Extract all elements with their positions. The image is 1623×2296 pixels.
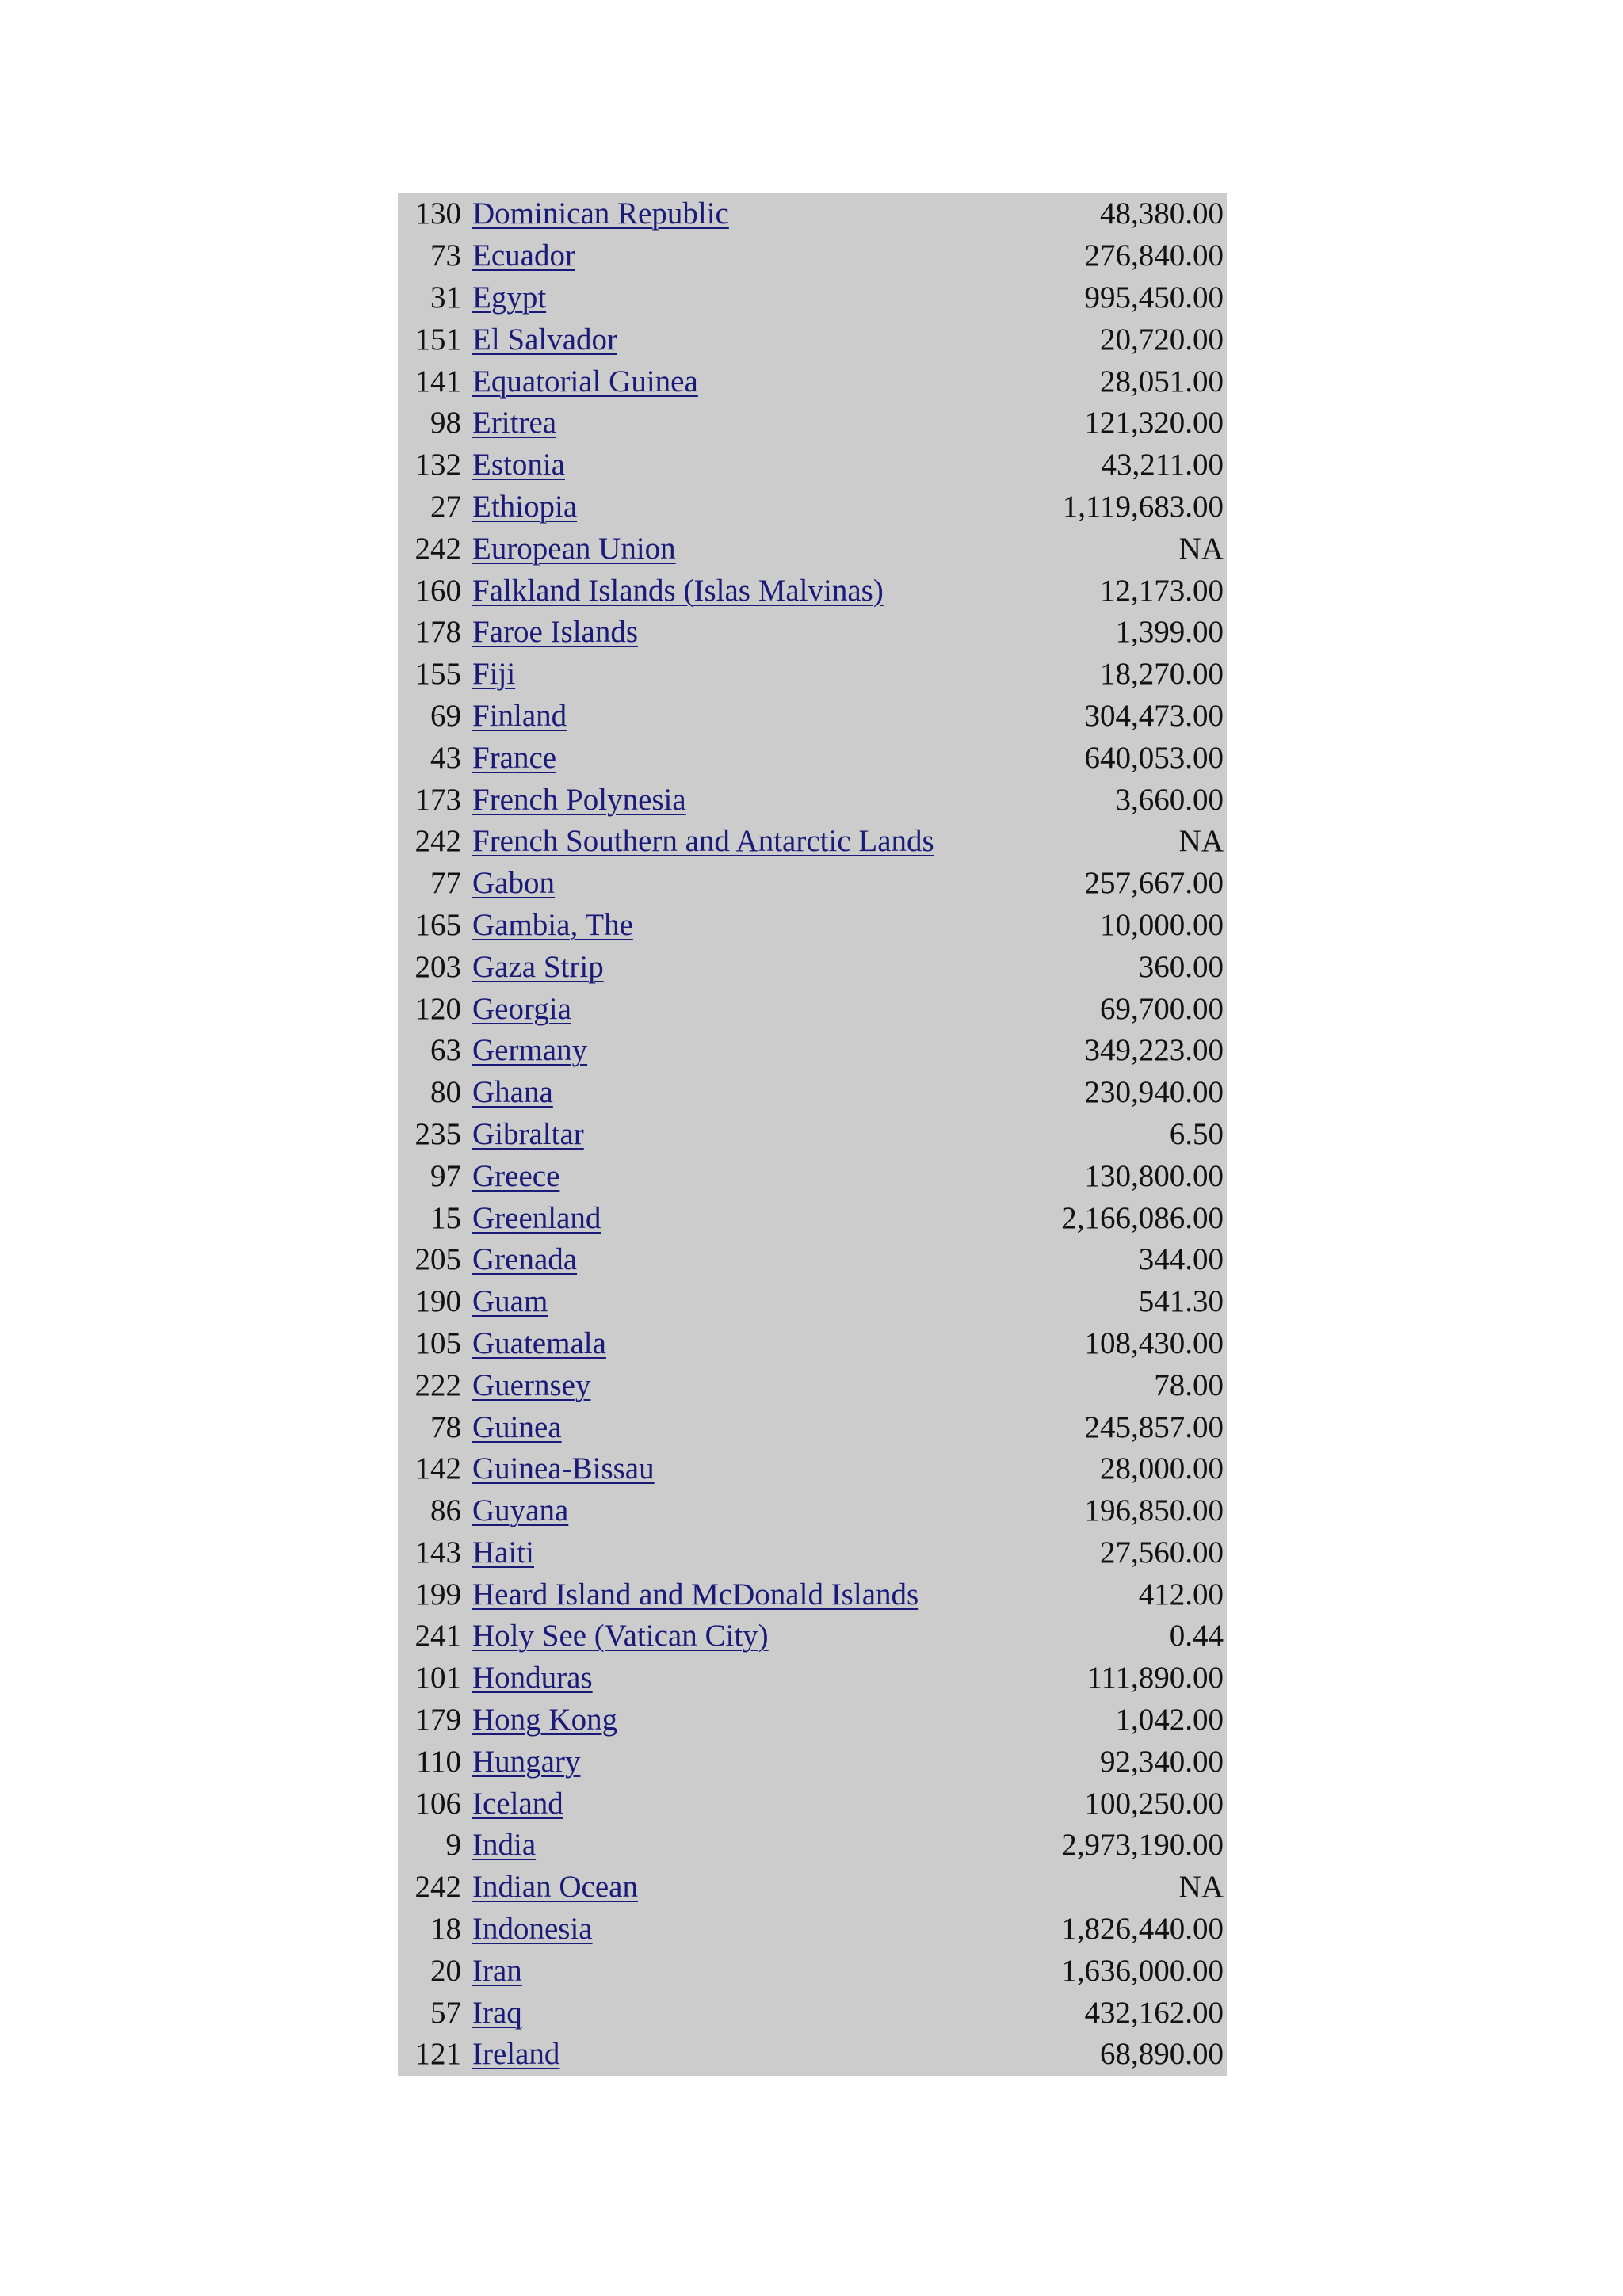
area-cell: 304,473.00: [1084, 698, 1224, 733]
area-cell: 2,973,190.00: [1061, 1828, 1224, 1863]
rank-cell: 97: [430, 1158, 461, 1193]
area-cell: 1,119,683.00: [1062, 489, 1224, 524]
table-row: [398, 193, 1227, 235]
country-link[interactable]: Guam: [472, 1284, 548, 1319]
table-row: [398, 737, 1227, 779]
area-cell: 111,890.00: [1086, 1661, 1224, 1695]
country-link[interactable]: Eritrea: [472, 406, 557, 441]
country-cell: [472, 2034, 1028, 2076]
area-cell: 412.00: [1138, 1577, 1224, 1611]
table-row: [398, 444, 1227, 486]
area-cell: 360.00: [1138, 949, 1224, 984]
country-cell: [472, 821, 1028, 863]
area-cell: 130,800.00: [1084, 1158, 1224, 1193]
table-row: [398, 696, 1227, 738]
table-body: [398, 193, 1227, 2076]
table-row: [398, 863, 1227, 905]
table-row: [398, 277, 1227, 319]
table-row: [398, 1909, 1227, 1951]
area-cell: NA: [1178, 531, 1224, 566]
country-link[interactable]: Dominican Republic: [472, 196, 729, 231]
rank-cell: 151: [414, 322, 461, 357]
country-cell: [472, 1950, 1028, 1992]
country-cell: [472, 1364, 1028, 1406]
country-cell: [472, 988, 1028, 1030]
rank-cell: 241: [414, 1619, 461, 1653]
area-cell: 541.30: [1138, 1284, 1224, 1319]
table-row: [398, 2034, 1227, 2076]
country-link[interactable]: Grenada: [472, 1242, 578, 1277]
area-cell: 12,173.00: [1100, 573, 1224, 608]
rank-cell: 80: [430, 1075, 461, 1110]
table-row: [398, 235, 1227, 277]
table-row: [398, 1615, 1227, 1657]
table-row: [398, 360, 1227, 402]
country-link[interactable]: India: [472, 1828, 537, 1863]
table-row: [398, 402, 1227, 444]
rank-cell: 132: [414, 448, 461, 482]
country-cell: [472, 1239, 1028, 1281]
area-cell: 1,042.00: [1115, 1703, 1224, 1737]
country-link[interactable]: Guinea: [472, 1409, 562, 1444]
rank-cell: 120: [414, 991, 461, 1026]
rank-cell: 205: [414, 1242, 461, 1277]
table-row: [398, 1783, 1227, 1825]
rank-cell: 199: [414, 1577, 461, 1611]
country-cell: [472, 1197, 1028, 1239]
rank-cell: 222: [414, 1367, 461, 1402]
country-cell: [472, 1909, 1028, 1951]
country-cell: [472, 570, 1028, 612]
rank-cell: 43: [430, 740, 461, 775]
table-row: [398, 1406, 1227, 1448]
table-row: [398, 1532, 1227, 1574]
rank-cell: 142: [414, 1451, 461, 1486]
country-cell: [472, 1657, 1028, 1699]
country-link[interactable]: European Union: [472, 531, 676, 566]
country-cell: [472, 1825, 1028, 1867]
area-cell: NA: [1178, 824, 1224, 859]
country-link[interactable]: Guatemala: [472, 1325, 606, 1360]
country-cell: [472, 1992, 1028, 2034]
country-link[interactable]: Gibraltar: [472, 1116, 584, 1151]
rank-cell: 57: [430, 1995, 461, 2030]
table-row: [398, 1072, 1227, 1114]
rank-cell: 173: [414, 782, 461, 817]
country-link[interactable]: Georgia: [472, 991, 571, 1026]
country-link[interactable]: Egypt: [472, 280, 547, 315]
area-cell: 68,890.00: [1100, 2037, 1224, 2072]
area-cell: 27,560.00: [1100, 1535, 1224, 1569]
area-cell: 1,636,000.00: [1061, 1953, 1224, 1988]
country-cell: [472, 612, 1028, 654]
country-cell: [472, 1741, 1028, 1783]
country-link[interactable]: Estonia: [472, 448, 565, 482]
rank-cell: 73: [430, 238, 461, 273]
country-link[interactable]: Indonesia: [472, 1912, 593, 1947]
rank-cell: 63: [430, 1033, 461, 1068]
area-cell: 230,940.00: [1084, 1075, 1224, 1110]
area-cell: 640,053.00: [1084, 740, 1224, 775]
country-cell: [472, 1030, 1028, 1072]
country-cell: [472, 1573, 1028, 1615]
table-row: [398, 779, 1227, 821]
country-cell: [472, 1448, 1028, 1490]
country-cell: [472, 444, 1028, 486]
area-cell: 196,850.00: [1084, 1493, 1224, 1528]
country-link[interactable]: Ecuador: [472, 238, 575, 273]
country-link[interactable]: Greenland: [472, 1200, 601, 1235]
rank-cell: 242: [414, 531, 461, 566]
area-cell: 432,162.00: [1084, 1995, 1224, 2030]
country-link[interactable]: Ethiopia: [472, 489, 578, 524]
country-cell: [472, 277, 1028, 319]
area-cell: 48,380.00: [1100, 196, 1224, 231]
area-cell: NA: [1178, 1870, 1224, 1905]
country-link[interactable]: Ghana: [472, 1075, 553, 1110]
area-cell: 10,000.00: [1100, 907, 1224, 942]
table-row: [398, 1448, 1227, 1490]
country-cell: [472, 528, 1028, 570]
rank-cell: 121: [414, 2037, 461, 2072]
area-cell: 0.44: [1169, 1619, 1224, 1653]
country-link[interactable]: Falkland Islands (Islas Malvinas): [472, 573, 884, 608]
table-row: [398, 988, 1227, 1030]
country-cell: [472, 1323, 1028, 1365]
table-row: [398, 1867, 1227, 1909]
area-cell: 121,320.00: [1084, 406, 1224, 441]
table-row: [398, 1741, 1227, 1783]
table-row: [398, 654, 1227, 696]
table-row: [398, 905, 1227, 947]
area-cell: 78.00: [1154, 1367, 1224, 1402]
rank-cell: 101: [414, 1661, 461, 1695]
rank-cell: 235: [414, 1116, 461, 1151]
rank-cell: 9: [445, 1828, 461, 1863]
country-link[interactable]: Guernsey: [472, 1367, 591, 1402]
rank-cell: 77: [430, 866, 461, 901]
table-row: [398, 528, 1227, 570]
table-row: [398, 1825, 1227, 1867]
country-cell: [472, 360, 1028, 402]
area-cell: 28,000.00: [1100, 1451, 1224, 1486]
country-link[interactable]: Indian Ocean: [472, 1870, 638, 1905]
rank-cell: 165: [414, 907, 461, 942]
country-cell: [472, 1155, 1028, 1197]
country-link[interactable]: Haiti: [472, 1535, 534, 1569]
area-cell: 108,430.00: [1084, 1325, 1224, 1360]
rank-cell: 242: [414, 1870, 461, 1905]
area-cell: 1,399.00: [1115, 615, 1224, 650]
area-cell: 995,450.00: [1084, 280, 1224, 315]
table-row: [398, 1155, 1227, 1197]
rank-cell: 98: [430, 406, 461, 441]
rank-cell: 69: [430, 698, 461, 733]
table-row: [398, 1114, 1227, 1156]
area-cell: 245,857.00: [1084, 1409, 1224, 1444]
rank-cell: 18: [430, 1912, 461, 1947]
area-cell: 6.50: [1169, 1116, 1224, 1151]
country-link[interactable]: Heard Island and McDonald Islands: [472, 1577, 919, 1611]
country-link[interactable]: Iraq: [472, 1995, 522, 2030]
area-cell: 69,700.00: [1100, 991, 1224, 1026]
country-link[interactable]: France: [472, 740, 557, 775]
area-cell: 2,166,086.00: [1061, 1200, 1224, 1235]
country-link[interactable]: Iran: [472, 1953, 522, 1988]
rank-cell: 178: [414, 615, 461, 650]
rank-cell: 106: [414, 1786, 461, 1821]
country-link[interactable]: Holy See (Vatican City): [472, 1619, 769, 1653]
table-row: [398, 486, 1227, 528]
country-cell: [472, 946, 1028, 988]
country-link[interactable]: French Polynesia: [472, 782, 686, 817]
rank-cell: 242: [414, 824, 461, 859]
country-link[interactable]: Hungary: [472, 1744, 581, 1779]
country-cell: [472, 193, 1028, 235]
rank-cell: 143: [414, 1535, 461, 1569]
table-row: [398, 318, 1227, 360]
area-cell: 18,270.00: [1100, 657, 1224, 692]
rank-cell: 203: [414, 949, 461, 984]
country-link[interactable]: Iceland: [472, 1786, 563, 1821]
area-cell: 1,826,440.00: [1061, 1912, 1224, 1947]
table-row: [398, 1992, 1227, 2034]
country-link[interactable]: Germany: [472, 1033, 588, 1068]
country-cell: [472, 318, 1028, 360]
rank-cell: 31: [430, 280, 461, 315]
table-row: [398, 1364, 1227, 1406]
table-row: [398, 1030, 1227, 1072]
rank-cell: 160: [414, 573, 461, 608]
country-cell: [472, 1615, 1028, 1657]
country-cell: [472, 863, 1028, 905]
country-link[interactable]: Finland: [472, 698, 567, 733]
area-cell: 20,720.00: [1100, 322, 1224, 357]
rank-cell: 27: [430, 489, 461, 524]
table-row: [398, 821, 1227, 863]
country-link[interactable]: Gaza Strip: [472, 949, 604, 984]
area-cell: 276,840.00: [1084, 238, 1224, 273]
country-cell: [472, 1867, 1028, 1909]
table-row: [398, 946, 1227, 988]
country-link[interactable]: Gambia, The: [472, 907, 633, 942]
rank-cell: 86: [430, 1493, 461, 1528]
country-cell: [472, 696, 1028, 738]
table-row: [398, 1573, 1227, 1615]
country-link[interactable]: Honduras: [472, 1661, 593, 1695]
country-cell: [472, 1114, 1028, 1156]
country-cell: [472, 486, 1028, 528]
area-cell: 257,667.00: [1084, 866, 1224, 901]
rank-cell: 141: [414, 364, 461, 399]
area-cell: 28,051.00: [1100, 364, 1224, 399]
area-cell: 349,223.00: [1084, 1033, 1224, 1068]
country-cell: [472, 235, 1028, 277]
country-cell: [472, 779, 1028, 821]
table-row: [398, 1699, 1227, 1741]
area-cell: 344.00: [1138, 1242, 1224, 1277]
country-link[interactable]: Fiji: [472, 657, 516, 692]
country-link[interactable]: Ireland: [472, 2037, 560, 2072]
table-row: [398, 1657, 1227, 1699]
country-link[interactable]: Guinea-Bissau: [472, 1451, 655, 1486]
country-link[interactable]: French Southern and Antarctic Lands: [472, 824, 934, 859]
country-link[interactable]: Faroe Islands: [472, 615, 639, 650]
country-link[interactable]: El Salvador: [472, 322, 618, 357]
area-cell: 3,660.00: [1115, 782, 1224, 817]
rank-cell: 155: [414, 657, 461, 692]
table-row: [398, 570, 1227, 612]
country-link[interactable]: Guyana: [472, 1493, 569, 1528]
country-area-table: [398, 193, 1227, 2076]
rank-cell: 190: [414, 1284, 461, 1319]
area-cell: 92,340.00: [1100, 1744, 1224, 1779]
rank-cell: 179: [414, 1703, 461, 1737]
country-cell: [472, 1532, 1028, 1574]
country-cell: [472, 1783, 1028, 1825]
area-cell: 100,250.00: [1084, 1786, 1224, 1821]
table-row: [398, 1281, 1227, 1323]
area-cell: 43,211.00: [1101, 448, 1224, 482]
rank-cell: 15: [430, 1200, 461, 1235]
country-link[interactable]: Hong Kong: [472, 1703, 618, 1737]
rank-cell: 20: [430, 1953, 461, 1988]
country-cell: [472, 654, 1028, 696]
table-row: [398, 1197, 1227, 1239]
rank-cell: 78: [430, 1409, 461, 1444]
country-cell: [472, 1699, 1028, 1741]
table-row: [398, 1950, 1227, 1992]
country-cell: [472, 737, 1028, 779]
rank-cell: 105: [414, 1325, 461, 1360]
table-row: [398, 1323, 1227, 1365]
country-cell: [472, 1490, 1028, 1532]
country-cell: [472, 905, 1028, 947]
table-row: [398, 1490, 1227, 1532]
table-row: [398, 612, 1227, 654]
table-row: [398, 1239, 1227, 1281]
country-link[interactable]: Greece: [472, 1158, 560, 1193]
country-cell: [472, 1281, 1028, 1323]
rank-cell: 110: [415, 1744, 461, 1779]
country-cell: [472, 402, 1028, 444]
country-link[interactable]: Gabon: [472, 866, 555, 901]
country-cell: [472, 1072, 1028, 1114]
rank-cell: 130: [414, 196, 461, 231]
country-link[interactable]: Equatorial Guinea: [472, 364, 698, 399]
country-cell: [472, 1406, 1028, 1448]
